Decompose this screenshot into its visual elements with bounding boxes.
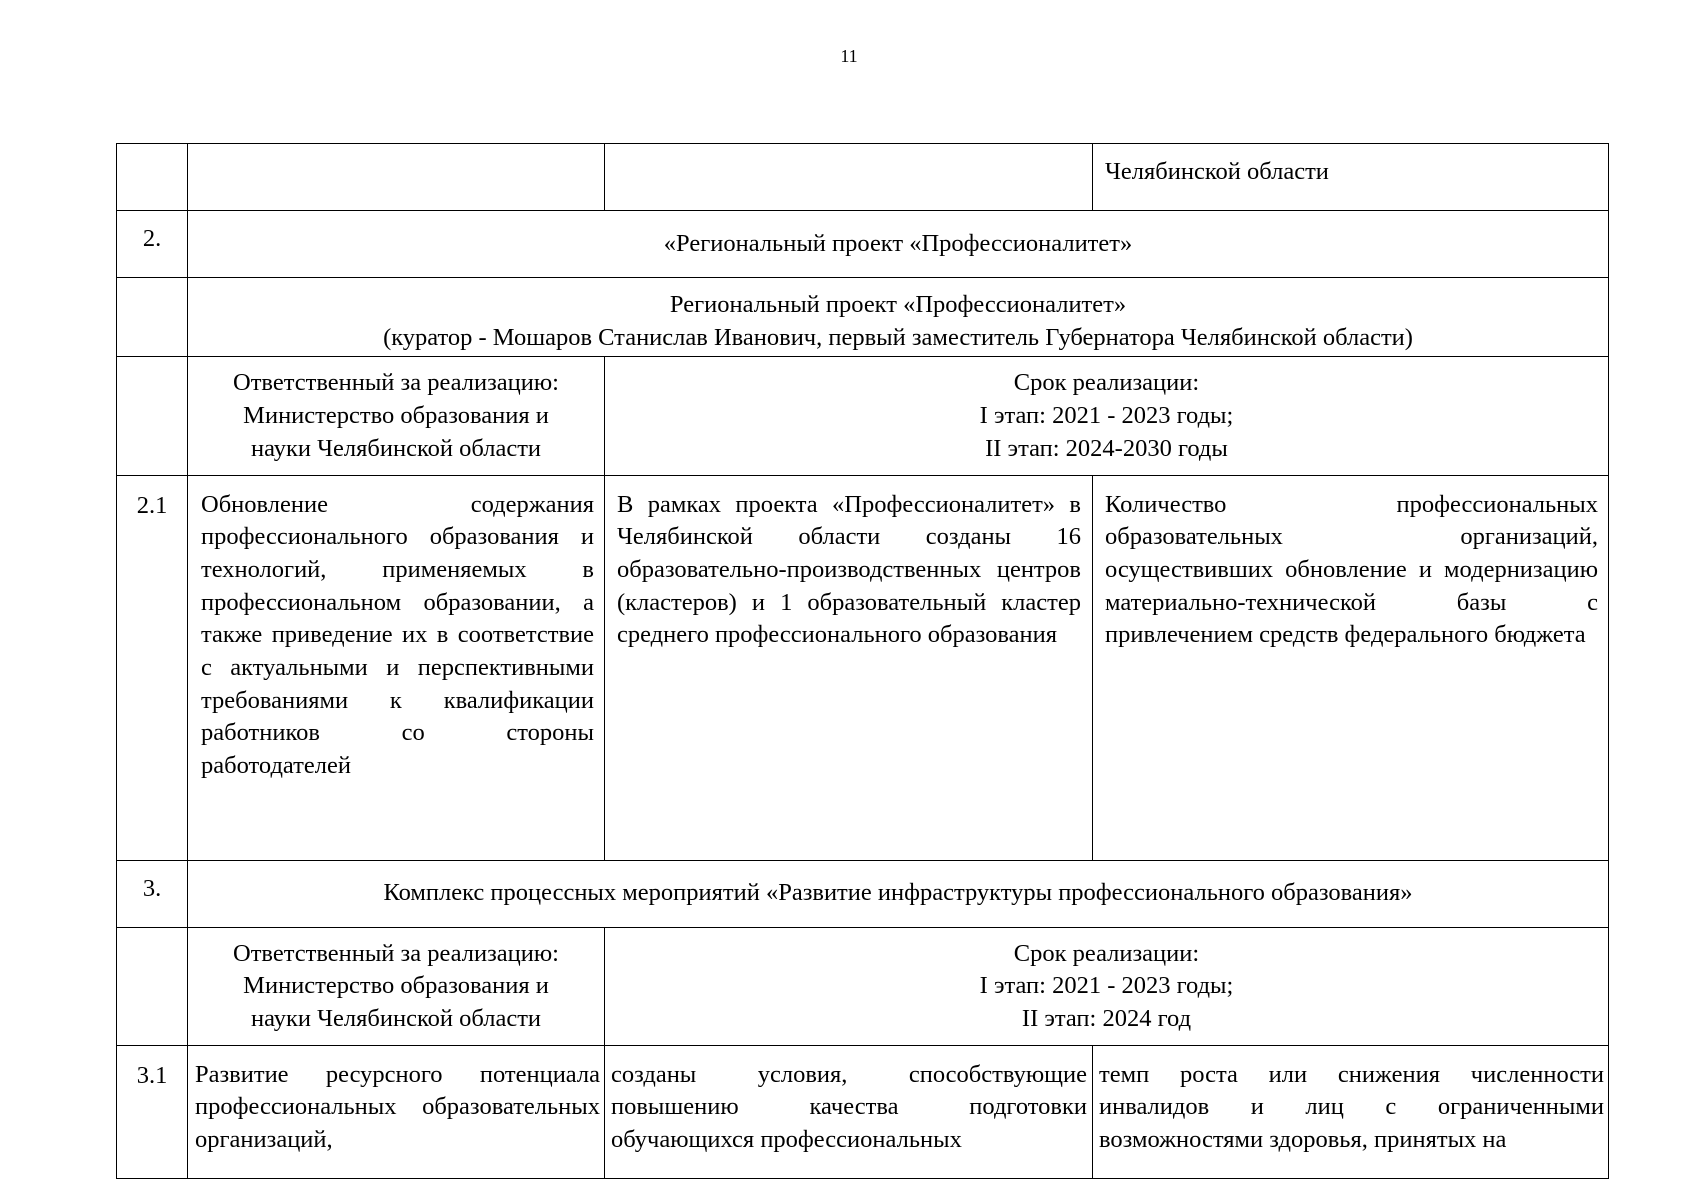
project-curator: (куратор - Мошаров Станислав Иванович, первый заместитель Губернатора Челябинской области) bbox=[383, 323, 1413, 351]
cell-empty-result bbox=[605, 144, 1093, 211]
table-row-section-3 bbox=[117, 860, 1609, 927]
item-3-1-indicator: темп роста или снижения численности инвалидов и лиц с ограниченными возможностями здоровья, принятых на bbox=[1093, 1045, 1609, 1178]
responsible-org-line2: науки Челябинской области bbox=[250, 1004, 542, 1032]
table-row-continuation bbox=[117, 144, 1609, 211]
cell-empty-number bbox=[117, 927, 188, 1045]
section-2-project bbox=[188, 278, 1609, 357]
table-row-item-2-1 bbox=[117, 475, 1609, 860]
term-stage-2: II этап: 2024 год bbox=[1021, 1004, 1192, 1032]
table-row-section-2 bbox=[117, 211, 1609, 278]
term-stage-2: II этап: 2024-2030 годы bbox=[985, 434, 1228, 462]
table-row-item-3-1 bbox=[117, 1045, 1609, 1178]
cell-empty-task bbox=[188, 144, 605, 211]
section-2-responsible bbox=[188, 357, 605, 475]
measures-table bbox=[116, 143, 1609, 1179]
section-2-title: «Региональный проект «Профессионалитет» bbox=[188, 211, 1609, 278]
table-row-section-3-responsible bbox=[117, 927, 1609, 1045]
term-stage-1: I этап: 2021 - 2023 годы; bbox=[979, 972, 1234, 1000]
cell-empty-number bbox=[117, 357, 188, 475]
cell-empty-number bbox=[117, 278, 188, 357]
page-number: 11 bbox=[840, 46, 858, 66]
project-name: Региональный проект «Профессионалитет» bbox=[669, 291, 1127, 318]
section-2-term bbox=[605, 357, 1609, 475]
responsible-org-line1: Министерство образования и bbox=[243, 402, 549, 430]
section-3-title: Комплекс процессных мероприятий «Развитие инфраструктуры профессионального образования» bbox=[188, 860, 1609, 927]
responsible-label: Ответственный за реализацию: bbox=[233, 939, 559, 967]
responsible-org-line2: науки Челябинской области bbox=[250, 434, 542, 462]
section-3-responsible bbox=[188, 927, 605, 1045]
item-2-1-number: 2.1 bbox=[117, 475, 188, 860]
item-3-1-task: Развитие ресурсного потенциала профессиональных образовательных организаций, bbox=[188, 1045, 605, 1178]
item-3-1-result: созданы условия, способствующие повышению качества подготовки обучающихся профессиональных bbox=[605, 1045, 1093, 1178]
table-row-section-2-responsible bbox=[117, 357, 1609, 475]
term-label: Срок реализации: bbox=[1013, 939, 1200, 967]
item-3-1-number: 3.1 bbox=[117, 1045, 188, 1178]
cell-indicator-continuation: Челябинской области bbox=[1093, 144, 1609, 211]
item-2-1-result: В рамках проекта «Профессионалитет» в Челябинской области созданы 16 образовательно-производственных центров (кластеров) и 1 образовательный кластер среднего профессионального образования bbox=[605, 475, 1093, 860]
term-label: Срок реализации: bbox=[1013, 369, 1200, 397]
term-stage-1: I этап: 2021 - 2023 годы; bbox=[979, 402, 1234, 430]
table-row-section-2-project bbox=[117, 278, 1609, 357]
section-3-number: 3. bbox=[117, 860, 188, 927]
section-2-number: 2. bbox=[117, 211, 188, 278]
section-3-term bbox=[605, 927, 1609, 1045]
cell-empty-number bbox=[117, 144, 188, 211]
item-2-1-indicator: Количество профессиональных образовательных организаций, осуществивших обновление и модернизацию материально-технической базы с привлечением средств федерального бюджета bbox=[1093, 475, 1609, 860]
responsible-label: Ответственный за реализацию: bbox=[233, 369, 559, 397]
responsible-org-line1: Министерство образования и bbox=[243, 972, 549, 1000]
item-2-1-task: Обновление содержания профессионального образования и технологий, применяемых в профессиональном образовании, а также приведение их в соответствие с актуальными и перспективными требованиями к квалификации работников со стороны работодателей bbox=[188, 475, 605, 860]
